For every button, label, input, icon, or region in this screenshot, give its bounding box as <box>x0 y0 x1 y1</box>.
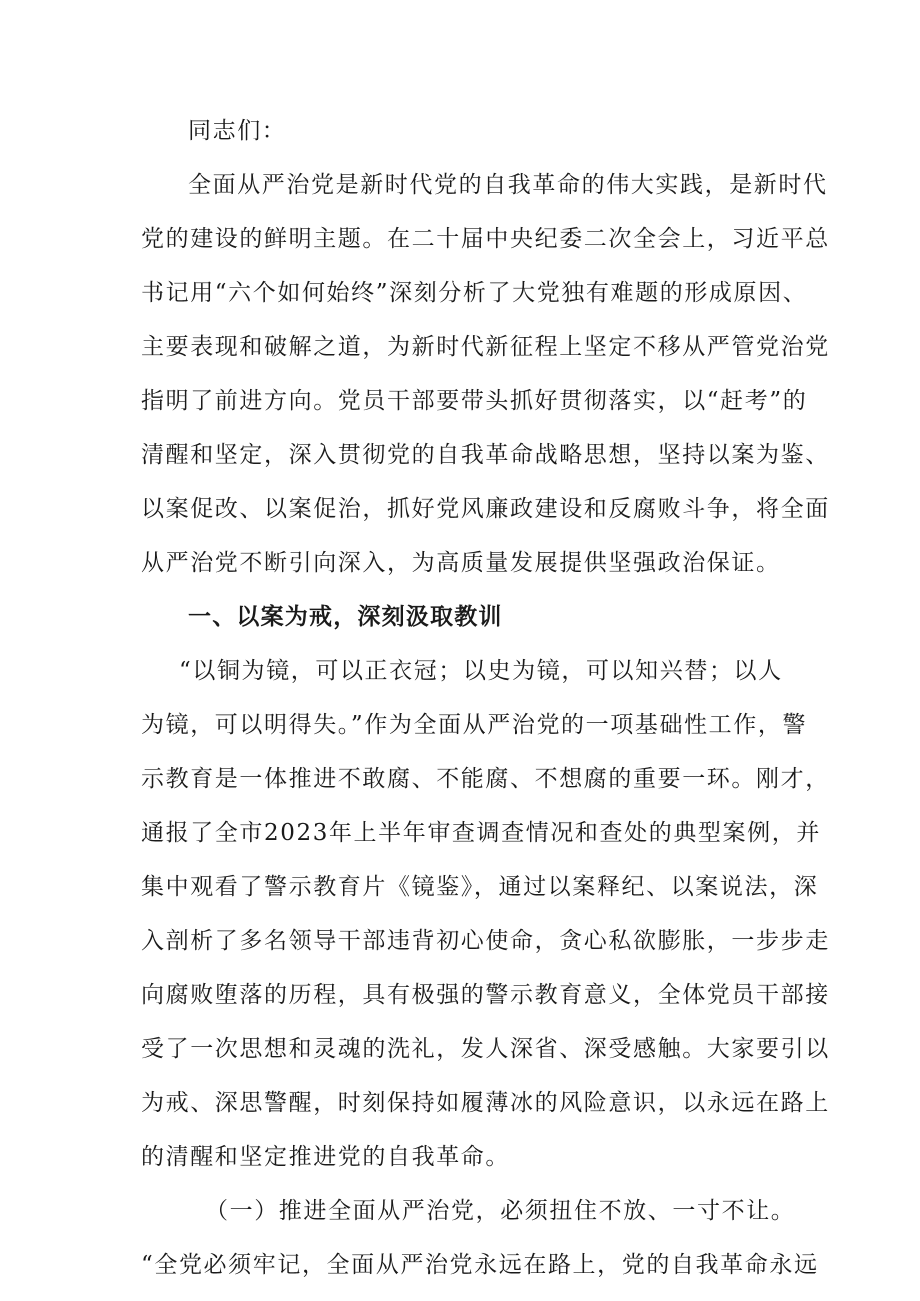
paragraph-line: 党的建设的鲜明主题。在二十届中央纪委二次全会上，习近平总 <box>141 226 830 252</box>
paragraph-line: 集中观看了警示教育片《镜鉴》，通过以案释纪、以案说法，深 <box>141 874 819 900</box>
paragraph-line: “全党必须牢记，全面从严治党永远在路上，党的自我革命永远 <box>141 1252 819 1278</box>
paragraph-line: 为镜，可以明得失。”作为全面从严治党的一项基础性工作，警 <box>141 712 808 738</box>
paragraph-intro <box>141 158 830 590</box>
paragraph-warning-education <box>141 644 830 1184</box>
paragraph-line: 通报了全市2023年上半年审查调查情况和查处的典型案例，并 <box>141 820 821 846</box>
paragraph-line: 为戒、深思警醒，时刻保持如履薄冰的风险意识，以永远在路上 <box>141 1090 830 1116</box>
paragraph-party-self-revolution <box>141 1238 819 1292</box>
salutation: 同志们： <box>188 118 287 144</box>
paragraph-line: 全面从严治党是新时代党的自我革命的伟大实践，是新时代 <box>188 172 828 198</box>
document-body <box>141 104 830 1292</box>
paragraph-line: 主要表现和破解之道，为新时代新征程上坚定不移从严管党治党 <box>141 334 830 360</box>
paragraph-line: 向腐败堕落的历程，具有极强的警示教育意义，全体党员干部接 <box>141 982 830 1008</box>
paragraph-line: 清醒和坚定，深入贯彻党的自我革命战略思想，坚持以案为鉴、 <box>141 442 830 468</box>
paragraph-line: 指明了前进方向。党员干部要带头抓好贯彻落实，以“赶考”的 <box>141 388 808 414</box>
paragraph-line: 从严治党不断引向深入，为高质量发展提供坚强政治保证。 <box>141 550 781 576</box>
paragraph-line: 以案促改、以案促治，抓好党风廉政建设和反腐败斗争，将全面 <box>141 496 830 522</box>
paragraph-line: 的清醒和坚定推进党的自我革命。 <box>141 1144 510 1170</box>
paragraph-line: 示教育是一体推进不敢腐、不能腐、不想腐的重要一环。刚才， <box>141 766 830 792</box>
subsection-heading: （一）推进全面从严治党，必须扭住不放、一寸不让。 <box>205 1198 796 1224</box>
paragraph-line: 书记用“六个如何始终”深刻分析了大党独有难题的形成原因、 <box>141 280 808 306</box>
section-heading: 一、以案为戒，深刻汲取教训 <box>188 604 503 630</box>
paragraph-line: 受了一次思想和灵魂的洗礼，发人深省、深受感触。大家要引以 <box>141 1036 830 1062</box>
paragraph-line: “以铜为镜，可以正衣冠；以史为镜，可以知兴替；以人 <box>179 658 783 684</box>
paragraph-line: 入剖析了多名领导干部违背初心使命，贪心私欲膨胀，一步步走 <box>141 928 830 954</box>
